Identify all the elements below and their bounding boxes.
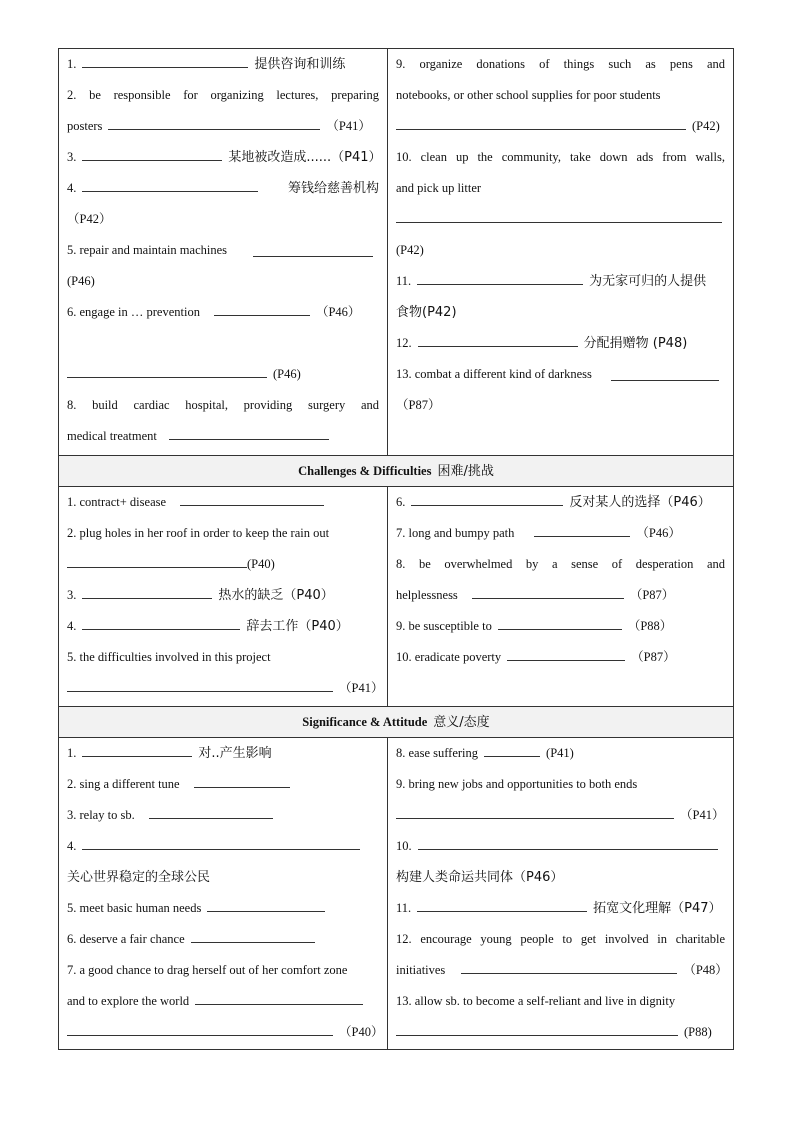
blank-field[interactable] — [82, 180, 258, 192]
significance-item-12: 12. encourage young people to get involved in charitable — [396, 932, 725, 946]
roles-right-column — [388, 49, 733, 455]
significance-item-9-cont: （P41） — [396, 800, 725, 831]
challenges-item-2-cont: (P40) — [67, 549, 379, 580]
challenges-item-9: 9. be susceptible to （P88） — [396, 619, 673, 633]
challenges-item-6: 6. 反对某人的选择（P46） — [396, 495, 711, 510]
roles-item-11: 11. 为无家可归的人提供 — [396, 274, 707, 289]
roles-item-9-blank: (P42) — [396, 111, 725, 142]
significance-right-column — [388, 738, 733, 1050]
blank-field[interactable] — [507, 649, 625, 661]
section-header-significance: Significance & Attitude 意义/态度 — [59, 706, 733, 738]
blank-field[interactable] — [411, 494, 563, 506]
blank-field[interactable] — [194, 776, 290, 788]
roles-item-10: 10. clean up the community, take down ads from walls, — [396, 150, 725, 164]
significance-item-7-blank: （P40） — [67, 1017, 379, 1048]
significance-item-4-cont: 关心世界稳定的全球公民 — [67, 870, 211, 885]
blank-field[interactable] — [417, 273, 583, 285]
roles-item-1: 1. 提供咨询和训练 — [67, 57, 346, 72]
blank-field[interactable] — [611, 369, 719, 381]
significance-item-1: 1. 对..产生影响 — [67, 746, 272, 761]
roles-item-4: 4. 筹钱给慈善机构 — [67, 181, 379, 196]
significance-item-13-cont: (P88) — [396, 1017, 725, 1048]
significance-item-5: 5. meet basic human needs — [67, 893, 379, 924]
blank-field[interactable] — [82, 745, 192, 757]
section-challenges — [59, 487, 733, 706]
significance-item-6: 6. deserve a fair chance — [67, 924, 379, 955]
significance-item-8: 8. ease suffering (P41) — [396, 746, 574, 760]
blank-field[interactable] — [169, 428, 329, 440]
significance-item-7-cont: and to explore the world — [67, 986, 379, 1017]
blank-field[interactable] — [418, 335, 578, 347]
challenges-item-4: 4. 辞去工作（P40） — [67, 619, 349, 634]
blank-field[interactable] — [396, 807, 674, 819]
blank-field[interactable] — [180, 494, 324, 506]
blank-field[interactable] — [67, 680, 333, 692]
roles-item-7 — [67, 328, 379, 359]
section-significance — [59, 738, 733, 1050]
roles-item-6: 6. engage in … prevention （P46） — [67, 305, 361, 319]
challenges-item-10: 10. eradicate poverty （P87） — [396, 650, 676, 664]
section-roles — [59, 49, 733, 455]
blank-field[interactable] — [67, 1024, 333, 1036]
roles-item-9-cont: notebooks, or other school supplies for poor students — [396, 88, 661, 102]
blank-field[interactable] — [207, 900, 325, 912]
significance-item-13: 13. allow sb. to become a self-reliant and live in dignity — [396, 994, 676, 1008]
blank-field[interactable] — [195, 993, 363, 1005]
blank-field[interactable] — [214, 304, 310, 316]
blank-field[interactable] — [461, 962, 677, 974]
roles-item-8-cont: medical treatment — [67, 421, 379, 452]
roles-item-10-page: (P42) — [396, 243, 424, 257]
roles-item-10-cont: and pick up litter — [396, 181, 482, 195]
blank-field[interactable] — [253, 245, 373, 257]
roles-item-12: 12. 分配捐赠物 (P48) — [396, 336, 688, 351]
blank-field[interactable] — [396, 211, 722, 223]
blank-field[interactable] — [82, 56, 248, 68]
challenges-item-5: 5. the difficulties involved in this project — [67, 650, 271, 664]
blank-field[interactable] — [472, 587, 624, 599]
roles-item-5-page: (P46) — [67, 274, 95, 288]
roles-item-4-page: （P42） — [67, 212, 112, 226]
roles-left-column — [59, 49, 388, 455]
significance-item-2: 2. sing a different tune — [67, 769, 379, 800]
significance-left-column — [59, 738, 388, 1050]
roles-item-3: 3. 某地被改造成......（P41） — [67, 150, 382, 165]
challenges-item-8-cont: helplessness （P87） — [396, 588, 675, 602]
blank-field[interactable] — [82, 618, 240, 630]
roles-item-11-cont: 食物(P42) — [396, 305, 457, 320]
significance-item-10: 10. — [396, 831, 725, 862]
significance-item-9: 9. bring new jobs and opportunities to both ends — [396, 777, 638, 791]
significance-item-3: 3. relay to sb. — [67, 800, 379, 831]
blank-field[interactable] — [484, 745, 540, 757]
roles-item-7-cont: (P46) — [67, 359, 379, 390]
roles-item-2-cont: posters （P41） — [67, 119, 371, 133]
significance-item-10-cont: 构建人类命运共同体（P46） — [396, 870, 564, 885]
challenges-item-1: 1. contract+ disease — [67, 487, 379, 518]
roles-item-8: 8. build cardiac hospital, providing surgery and — [67, 398, 379, 412]
significance-item-11: 11. 拓宽文化理解（P47） — [396, 901, 722, 916]
roles-item-2: 2. be responsible for organizing lectures, preparing — [67, 88, 379, 102]
blank-field[interactable] — [396, 118, 686, 130]
roles-item-9: 9. organize donations of things such as pens and — [396, 57, 725, 71]
challenges-item-7: 7. long and bumpy path （P46） — [396, 526, 681, 540]
section-header-challenges: Challenges & Difficulties 困难/挑战 — [59, 455, 733, 487]
challenges-item-3: 3. 热水的缺乏（P40） — [67, 588, 334, 603]
significance-item-7: 7. a good chance to drag herself out of her comfort zone — [67, 963, 348, 977]
challenges-right-column — [388, 487, 733, 706]
blank-field[interactable] — [191, 931, 315, 943]
roles-item-10-blank — [396, 204, 725, 235]
challenges-item-8: 8. be overwhelmed by a sense of desperation and — [396, 557, 725, 571]
blank-field[interactable] — [396, 1024, 678, 1036]
challenges-left-column — [59, 487, 388, 706]
blank-field[interactable] — [67, 556, 247, 568]
blank-field[interactable] — [82, 838, 360, 850]
blank-field[interactable] — [82, 149, 222, 161]
roles-item-5: 5. repair and maintain machines — [67, 235, 379, 266]
roles-item-13: 13. combat a different kind of darkness — [396, 359, 725, 390]
significance-item-12-cont: initiatives （P48） — [396, 963, 728, 977]
challenges-item-5-cont: （P41） — [67, 673, 379, 704]
blank-field[interactable] — [82, 587, 212, 599]
blank-field[interactable] — [498, 618, 622, 630]
worksheet-table — [58, 48, 734, 1050]
blank-field[interactable] — [417, 900, 587, 912]
challenges-item-2: 2. plug holes in her roof in order to keep the rain out — [67, 526, 330, 540]
blank-field[interactable] — [67, 366, 267, 378]
blank-field[interactable] — [418, 838, 718, 850]
significance-item-4: 4. — [67, 831, 379, 862]
roles-item-13-page: （P87） — [396, 398, 441, 412]
blank-field[interactable] — [108, 118, 320, 130]
blank-field[interactable] — [534, 525, 630, 537]
blank-field[interactable] — [149, 807, 273, 819]
